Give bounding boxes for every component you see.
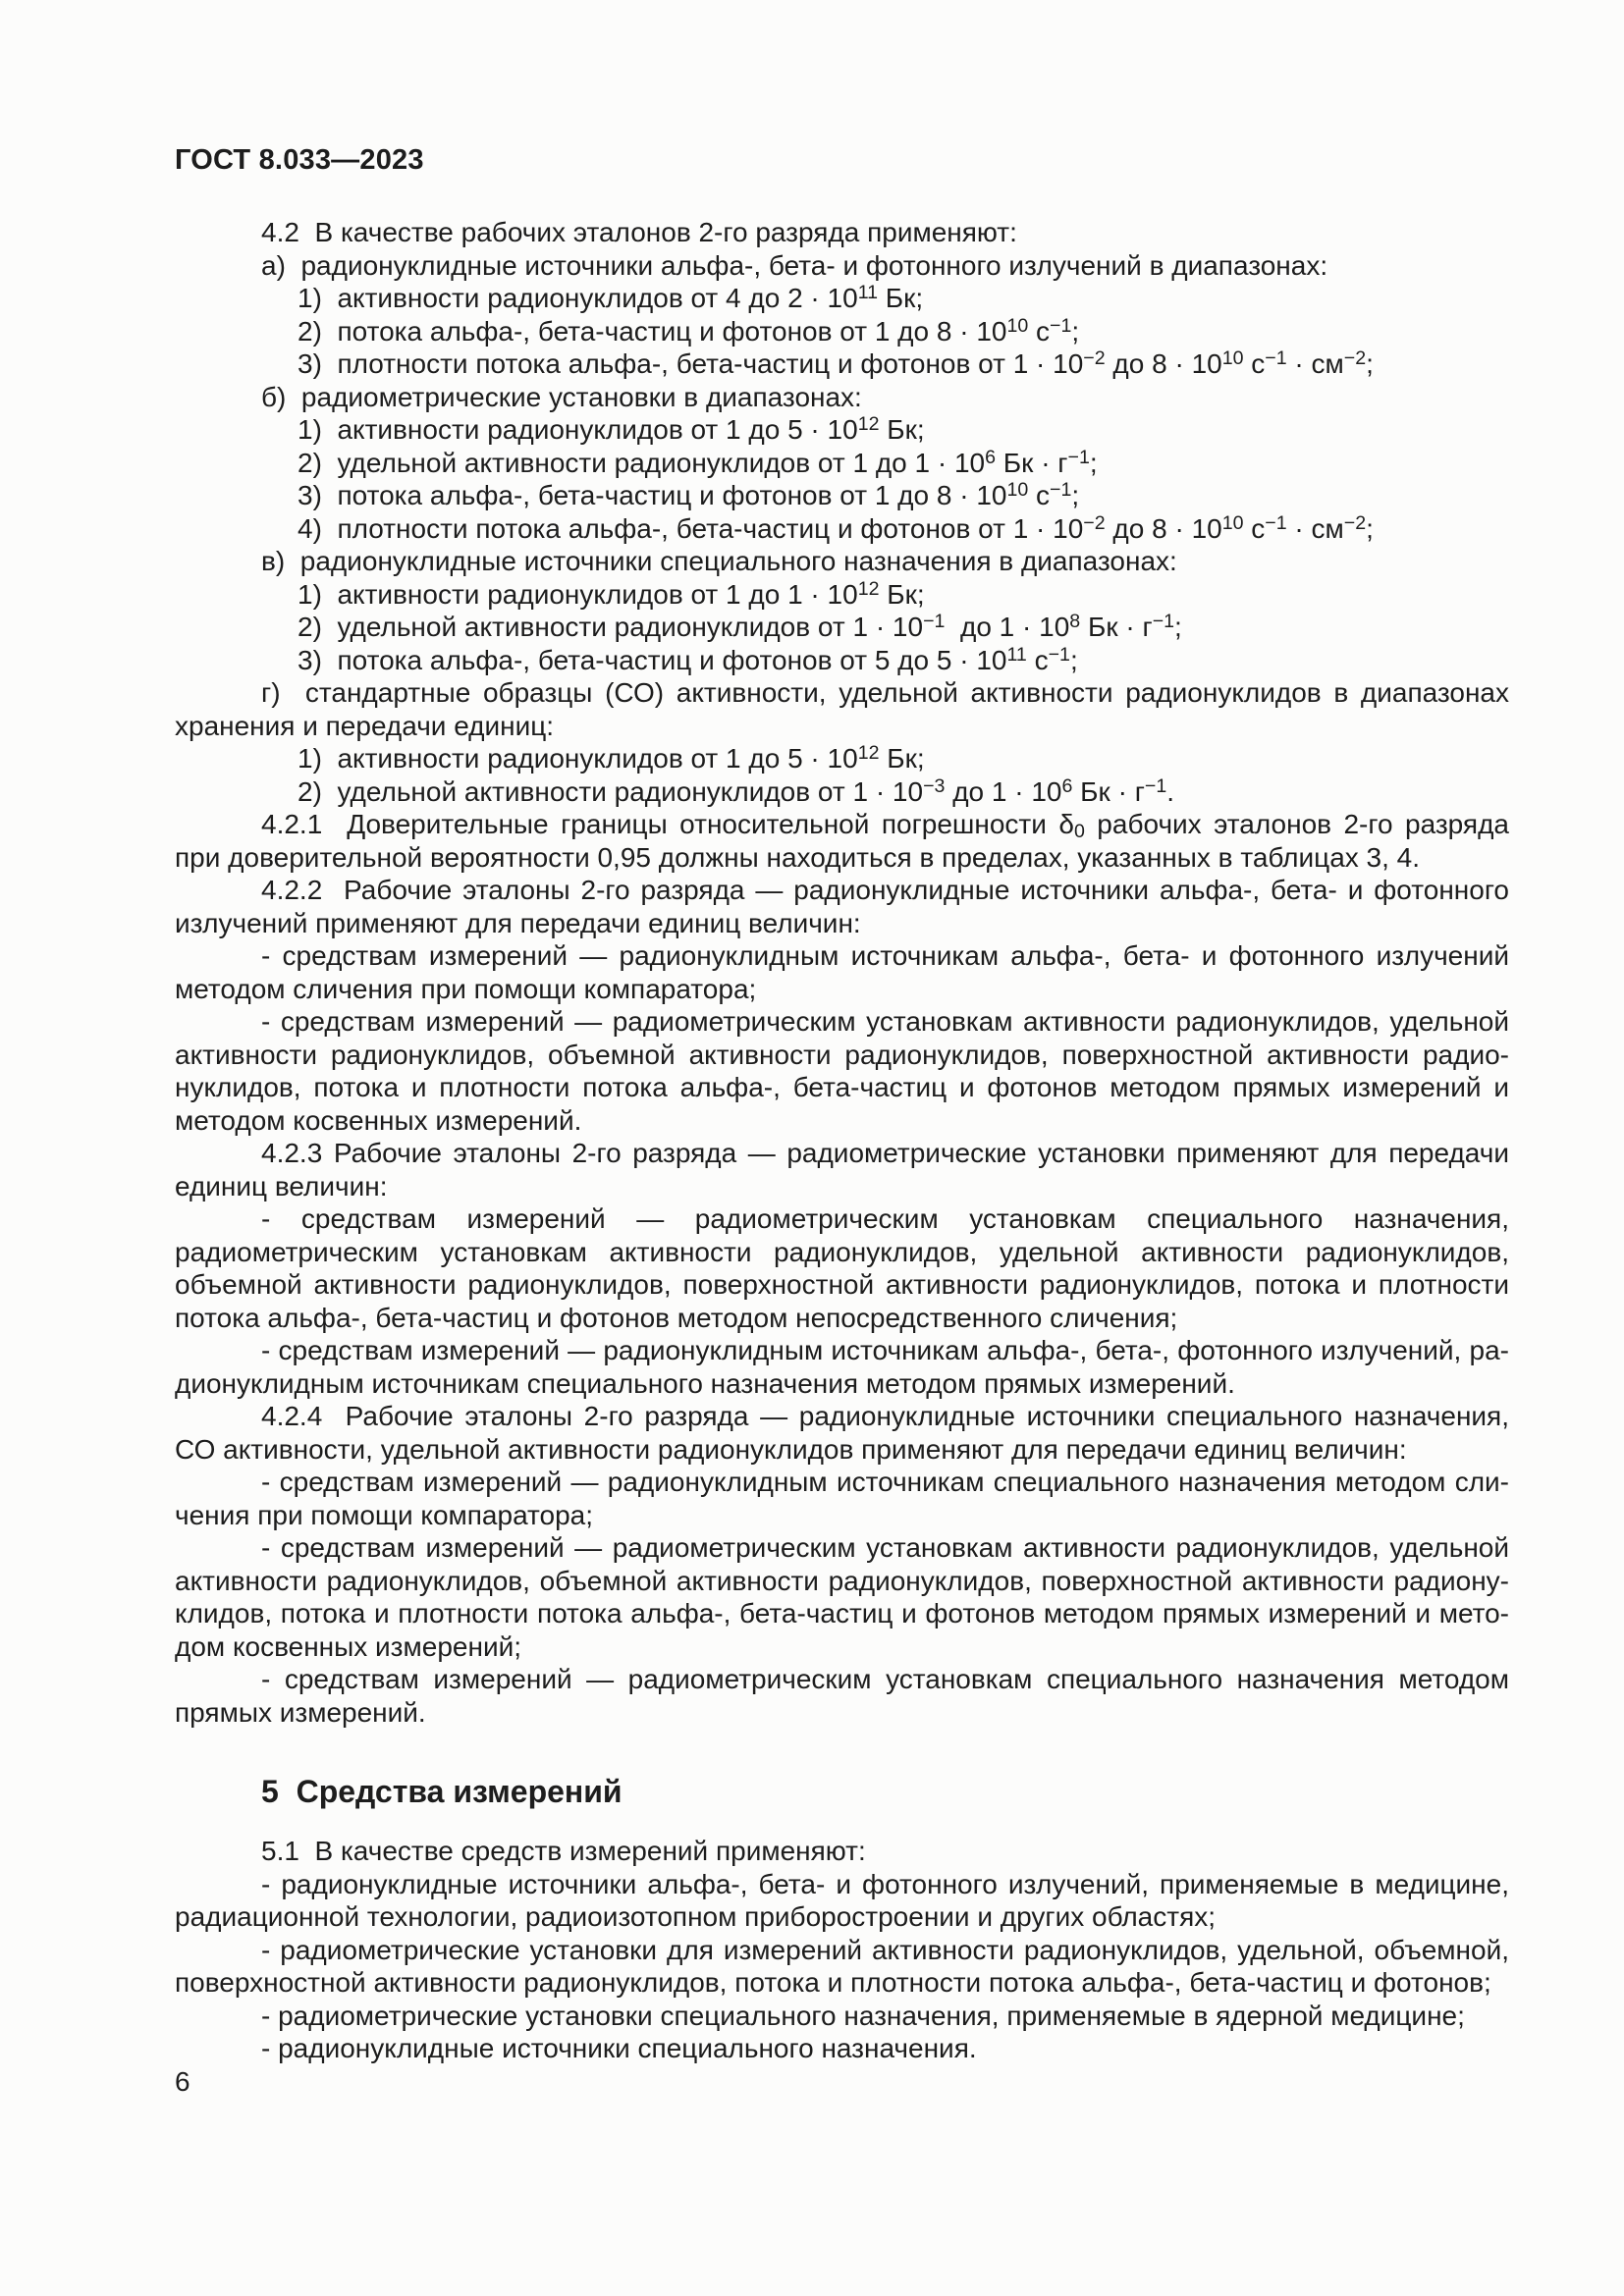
clause-4-2-3: 4.2.3 Рабочие эталоны 2-го разряда — радиометрические установки применяют для передачи единиц величин:: [175, 1138, 1509, 1201]
clause-4-2-2-dash-1: - средствам измерений — радионуклидным источникам альфа-, бета- и фотонного излучений методом сличения при помощи компаратора;: [175, 940, 1509, 1004]
document-body: [175, 143, 1509, 2065]
list-item-v-2: 2) удельной активности радионуклидов от $1 \cdot 10^{-1}$ до $1 \cdot 10^8$ Бк · $г^{-1}$;: [298, 611, 1182, 642]
clause-5-1-dash-2: - радиометрические установки для измерений активности радионуклидов, удельной, объемной, поверхностной активности радионуклидов, потока и плотности потока альфа-, бета-частиц и фотонов;: [175, 1934, 1509, 1998]
clause-5-1-dash-3: - радиометрические установки специального назначения, применяемые в ядерной медицине;: [261, 2000, 1465, 2031]
list-item-b-4: 4) плотности потока альфа-, бета-частиц и фотонов от $1 \cdot 10^{-2}$ до $8 \cdot 10^{10}$ $с^{-1} \cdot см^{-2}$;: [298, 511, 1374, 544]
clause-4-2-2-dash-2: - средствам измерений — радиометрическим установкам активности радионуклидов, удельной активности радионуклидов, объемной активности радионуклидов, поверхностной активности радионуклидов, потока и плотности потока альфа-, бета-частиц и фотонов методом прямых измерений и методом косвенных измерений.: [175, 1006, 1509, 1136]
clause-5-1-dash-1: - радионуклидные источники альфа-, бета- и фотонного излучений, применяемые в медицине, радиационной технологии, радиоизотопном приборостроении и других областях;: [175, 1868, 1509, 1932]
section-5-heading: 5 Средства измерений: [261, 1774, 623, 1809]
list-item-a-3: 3) плотности потока альфа-, бета-частиц и фотонов от $1 \cdot 10^{-2}$ до $8 \cdot 10^{10}$ $с^{-1} \cdot см^{-2}$;: [298, 347, 1374, 379]
clause-4-2-4-dash-2: - средствам измерений — радиометрическим установкам активности радионуклидов, удельной активности радионуклидов, объемной активности радионуклидов, поверхностной активности радионуклидов, потока и плотности потока альфа-, бета-частиц и фотонов методом прямых измерений и методом косвенных измерений;: [175, 1532, 1509, 1662]
list-item-g-2: 2) удельной активности радионуклидов от $1 \cdot 10^{-3}$ до $1 \cdot 10^6$ Бк · $г^{-1}$.: [298, 774, 1175, 807]
list-item-g: г) стандартные образцы (СО) активности, удельной активности радионуклидов в диапазонах хранения и передачи единиц:: [175, 677, 1509, 741]
clause-4-2-3-dash-1: - средствам измерений — радиометрическим установкам специального назначения, радиометрическим установкам активности радионуклидов, удельной активности радионуклидов, объемной активности радионуклидов, поверхностной активности радионуклидов, потока и плотности потока альфа-, бета-частиц и фотонов методом непосредственного сличения;: [175, 1203, 1509, 1333]
list-item-a-1: 1) активности радионуклидов от 4 до $2 \cdot 10^{11}$ Бк;: [298, 282, 924, 313]
list-item-b-1: 1) активности радионуклидов от 1 до $5 \cdot 10^{12}$ Бк;: [298, 413, 925, 445]
clause-4-2-4-dash-1: - средствам измерений — радионуклидным источникам специального назначения методом сличения при помощи компаратора;: [175, 1467, 1509, 1530]
clause-4-2-4-dash-3: - средствам измерений — радиометрическим установкам специального назначения методом прямых измерений.: [175, 1664, 1509, 1728]
list-item-a: а) радионуклидные источники альфа-, бета- и фотонного излучений в диапазонах:: [261, 249, 1328, 281]
list-item-v-3: 3) потока альфа-, бета-частиц и фотонов от 5 до $5 \cdot 10^{11}$ $с^{-1}$;: [298, 643, 1078, 675]
document-code-header: ГОСТ 8.033—2023: [175, 144, 424, 176]
list-item-v: в) радионуклидные источники специального назначения в диапазонах:: [261, 546, 1177, 576]
list-item-g-1: 1) активности радионуклидов от 1 до $5 \cdot 10^{12}$ Бк;: [298, 742, 925, 774]
clause-4-2-4: 4.2.4 Рабочие эталоны 2-го разряда — радионуклидные источники специального назначения, СО активности, удельной активности радионуклидов применяют для передачи единиц величин:: [175, 1401, 1509, 1465]
clause-4-2-3-dash-2: - средствам измерений — радионуклидным источникам альфа-, бета-, фотонного излучений, радионуклидным источникам специального назначения методом прямых измерений.: [175, 1335, 1509, 1399]
list-item-b-3: 3) потока альфа-, бета-частиц и фотонов от 1 до $8 \cdot 10^{10}$ $с^{-1}$;: [298, 479, 1080, 510]
clause-4-2: 4.2 В качестве рабочих эталонов 2-го разряда применяют:: [261, 217, 1017, 247]
list-item-v-1: 1) активности радионуклидов от 1 до $1 \cdot 10^{12}$ Бк;: [298, 577, 925, 610]
clause-4-2-2: 4.2.2 Рабочие эталоны 2-го разряда — радионуклидные источники альфа-, бета- и фотонного излучений применяют для передачи единиц величин:: [175, 875, 1509, 938]
list-item-b: б) радиометрические установки в диапазонах:: [261, 381, 862, 412]
clause-5-1: 5.1 В качестве средств измерений применяют:: [261, 1836, 866, 1866]
list-item-b-2: 2) удельной активности радионуклидов от 1 до $1 \cdot 10^6$ Бк · $г^{-1}$;: [298, 446, 1098, 478]
page-number: 6: [175, 2066, 190, 2097]
clause-4-2-1: 4.2.1 Доверительные границы относительной погрешности $\delta_0$ рабочих эталонов 2-го разряда при доверительной вероятности 0,95 должны находиться в пределах, указанных в таблицах 3, 4.: [175, 809, 1509, 873]
clause-5-1-dash-4: - радионуклидные источники специального назначения.: [261, 2033, 977, 2063]
list-item-a-2: 2) потока альфа-, бета-частиц и фотонов от 1 до $8 \cdot 10^{10}$ $с^{-1}$;: [298, 314, 1080, 347]
